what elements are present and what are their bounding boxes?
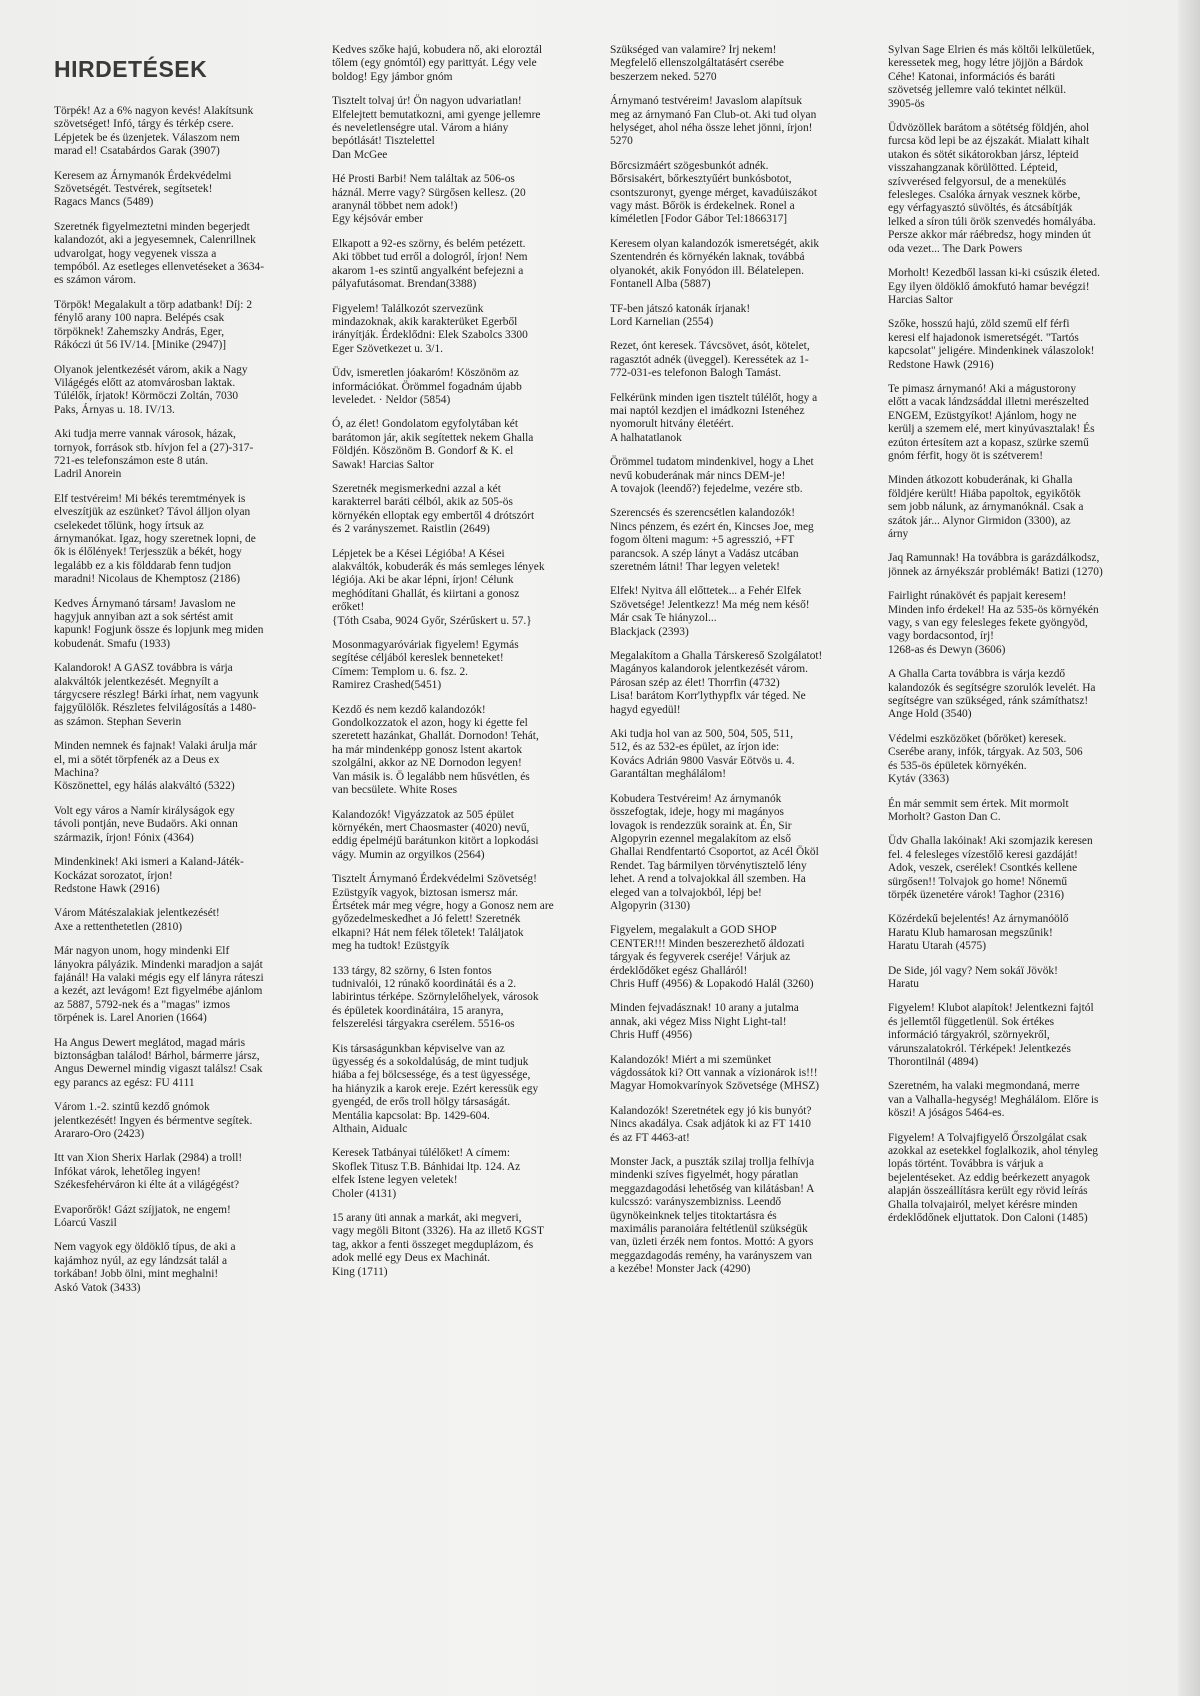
classified-ad bbox=[610, 1105, 872, 1145]
ad-text: Sylvan Sage Elrien és más költői lelkületűek, keressetek meg, hogy létre jöjjön a Bárdok Céhe! Katonai, információs és baráti szövetség jellemre való tekintet nélkül. 3905-ös bbox=[888, 44, 1095, 110]
ad-text: Aki tudja hol van az 500, 504, 505, 511, 512, és az 532-es épület, az írjon ide: Kovács Adrián 9800 Vasvár Eötvös u. 4. Garantáltan meghálálom! bbox=[610, 728, 795, 781]
ad-text: Jaq Ramunnak! Ha továbbra is garázdálkodsz, jönnek az árnyékszár problémák! Batizi (1270) bbox=[888, 552, 1103, 578]
ad-text: Minden fejvadásznak! 10 arany a jutalma annak, aki végez Miss Night Light-tal! Chris Huff (4956) bbox=[610, 1002, 799, 1042]
ad-text: Monster Jack, a puszták szilaj trollja felhívja mindenki szíves figyelmét, hogy páratlan meggazdagodási lehetőség van kilátásban! A kulcsszó: varányszembizniss. Leendő ügynökeinknek teljes titoktartásra és maximális paranoiára feltétlenül szükségük van, üzleti érzék nem fontos. Mottó: A gyors meggazdagodás remény, ha varányszem van a kezébe! Monster Jack (4290) bbox=[610, 1156, 815, 1276]
ad-text: Kobudera Testvéreim! Az árnymanók összefogtak, ideje, hogy mi magányos lovagok is rendezzük soraink at. Én, Sir Algopyrin ezennel megalakítom az első Ghallai Rendfentartó Csoportot, az Acél Ököl Rendet. Tag bármilyen törvénytisztelő lény lehet. A rend a tolvajokkal áll szemben. Ha eleged van a tolvajokból, lépj be! Algopyrin (3130) bbox=[610, 792, 819, 912]
ad-text: Rezet, ónt keresek. Távcsövet, ásót, kötelet, ragasztót adnék (üveggel). Keressétek az 1- 772-031-es telefonon Balogh Tamást. bbox=[610, 340, 810, 380]
classified-ad bbox=[332, 809, 594, 863]
classified-ad bbox=[332, 1043, 594, 1137]
ad-text: Örömmel tudatom mindenkivel, hogy a Lhet nevű kobuderának már nincs DEM-je! A tovajok (leendő?) fejedelme, vezére stb. bbox=[610, 456, 814, 495]
column-3 bbox=[610, 44, 872, 1664]
classified-ad bbox=[54, 1152, 316, 1192]
ad-text: Törpök! Megalakult a törp adatbank! Díj: 2 fénylő arany 100 napra. Belépés csak törpöknek! Zahemszky András, Eger, Rákóczi út 56 IV/14. [Minike (2947)] bbox=[54, 298, 253, 352]
ad-text: Fairlight rúnakövét és papjait keresem! Minden info érdekel! Ha az 535-ös környékén vagy, s van egy felesleges fekete gyöngyöd, vagy bordacsontod, írj! 1268-as és Dewyn (3606) bbox=[888, 590, 1099, 656]
classified-ad bbox=[888, 122, 1150, 256]
classified-ad bbox=[888, 1080, 1150, 1120]
column-1 bbox=[54, 44, 316, 1664]
classified-ad bbox=[332, 639, 594, 693]
classified-ad bbox=[332, 238, 594, 292]
ad-text: Kalandozók! Vigyázzatok az 505 épület környékén, mert Chaosmaster (4020) nevű, eddig épelméjű barátunkon kitört a lopkodási vágy. Mumin az orgyilkos (2564) bbox=[332, 808, 539, 861]
classified-ad bbox=[888, 1132, 1150, 1226]
ad-text: Tisztelt Árnymanó Érdekvédelmi Szövetség! Ezüstgyík vagyok, biztosan ismersz már. Értsétek már meg végre, hogy a Gonosz nem are győzedelmeskedhet a Jó felett! Szeretnék elkapni? Hát nem félek tőletek! Találjatok meg ha tudtok! Ezüstgyík bbox=[332, 873, 554, 953]
classified-ad bbox=[54, 662, 316, 729]
classified-ad bbox=[610, 1002, 872, 1042]
ad-text: Kedves Árnymanó társam! Javaslom ne hagyjuk annyiban azt a sok sértést amit kapunk! Fogjunk össze és lopjunk meg miden kobudenát. Smafu (1933) bbox=[54, 597, 264, 650]
classified-ad bbox=[332, 965, 594, 1032]
classified-ad bbox=[610, 924, 872, 991]
classified-ad bbox=[332, 1212, 594, 1279]
classified-ad bbox=[54, 1037, 316, 1091]
ad-text: Én már semmit sem értek. Mit mormolt Morholt? Gaston Dan C. bbox=[888, 797, 1069, 823]
classified-ad bbox=[610, 160, 872, 227]
classified-ad bbox=[610, 650, 872, 717]
classified-ad bbox=[888, 474, 1150, 541]
classified-ad bbox=[54, 805, 316, 845]
ad-text: 133 tárgy, 82 szörny, 6 Isten fontos tudnivalói, 12 rúnakő koordinátái és a 2. labirintus térképe. Szörnylelőhelyek, városok és épületek koordinátáira, 15 aranyra, felszerelési tárgyakra cserélem. 5516-os bbox=[332, 964, 539, 1031]
classified-ad bbox=[610, 303, 872, 330]
classified-ad bbox=[610, 728, 872, 782]
ad-text: Elkapott a 92-es szörny, és belém petézett. Aki többet tud erről a dologról, írjon! Nem akarom 1-es szintű angyalként befejezni a pályafutásomat. Brendan(3388) bbox=[332, 237, 528, 291]
ad-text: Hé Prosti Barbi! Nem találtak az 506-os háznál. Merre vagy? Sürgősen kellesz. (20 aranynál többet nem adok!) Egy kéjsóvár ember bbox=[332, 173, 526, 226]
ad-text: Kis társaságunkban képviselve van az ügyesség és a sokoldalúság, de mint tudjuk hiába a fej bölcsessége, és a test ügyessége, ha hiányzik a karok ereje. Ezért keressük egy gyengéd, de erős troll hölgy társaságát. Mentália kapcsolat: Bp. 1429-604. Althain, Aidualc bbox=[332, 1042, 539, 1136]
ad-text: Minden nemnek és fajnak! Valaki árulja már el, mi a sötét törpfenék az a Deus ex Machina? Köszönettel, egy hálás alakváltó (5322) bbox=[54, 740, 257, 793]
classified-ad bbox=[54, 907, 316, 934]
ad-text: Szeretnék megismerkedni azzal a két karakterrel baráti célból, akik az 505-ös környékén elloptak egy embertől 4 drótszórt és 2 varányszemet. Raistlin (2649) bbox=[332, 482, 535, 536]
ad-text: Üdv Ghalla lakóinak! Aki szomjazik keresen fel. 4 felesleges vízestőlő keresi gazdáját! Adok, veszek, cserélek! Csontkés kellene sürgősen!! Tolvajok go home! Nőnemű törpék üzenetére várok! Taghor (2316) bbox=[888, 835, 1093, 901]
ad-text: Ha Angus Dewert meglátod, magad máris biztonságban találod! Bárhol, bármerre jársz, Angus Dewernel mindig vigaszt találsz! Csak egy parancs az egész: FU 4111 bbox=[54, 1036, 263, 1089]
ad-text: Bőrcsizmáért szögesbunkót adnék. Bőrsisakért, bőrkesztyűért bunkósbotot, csontszuronyt, gyenge mérget, kavadúiszákot vagy mást. Bőrök is érdekelnek. Ronel a kíméletlen [Fodor Gábor Tel:1866317] bbox=[610, 159, 817, 226]
ad-text: Szükséged van valamire? Írj nekem! Megfelelő ellenszolgáltatásért cserébe beszerzem neked. 5270 bbox=[610, 44, 784, 83]
classified-ad bbox=[332, 303, 594, 357]
ad-text: Árnymanó testvéreim! Javaslom alapítsuk meg az árnymanó Fan Club-ot. Aki tud olyan helységet, ahol néha össze lehet jönni, írjon! 5270 bbox=[610, 95, 817, 148]
ad-text: Itt van Xion Sherix Harlak (2984) a troll! Infókat várok, lehetőleg ingyen! Székesfehérváron ki élte át a világégést? bbox=[54, 1152, 243, 1192]
classified-ad bbox=[888, 318, 1150, 372]
ad-text: Elf testvéreim! Mi békés teremtmények is elveszítjük az eszünket? Távol álljon olyan cselekedet tőlünk, hogy írtsuk az árnymanókat. Igaz, hogy szeretnek lopni, de ők is élőlények! Terjesszük a békét, hogy legalább ez a kis földdarab fenn tudjon maradni! Nicolaus de Khemptosz (2186) bbox=[54, 492, 256, 586]
ad-text: Keresek Tatbányai túlélőket! A címem: Skoflek Titusz T.B. Bánhidai ltp. 124. Az elfek Istene legyen veletek! Choler (4131) bbox=[332, 1147, 521, 1200]
classified-ad bbox=[332, 173, 594, 227]
classified-ad bbox=[54, 1101, 316, 1141]
column-2 bbox=[332, 44, 594, 1664]
ad-text: Minden átkozott kobuderának, ki Ghalla földjére került! Hiába papoltok, egyikőtök sem jobb nálunk, az árnymanóknál. Csak a szátok jár... Alynor Girmidon (3300), az árny bbox=[888, 474, 1084, 540]
ad-text: Elfek! Nyitva áll előttetek... a Fehér Elfek Szövetsége! Jelentkezz! Ma még nem késő! Már csak Te hiányzol... Blackjack (2393) bbox=[610, 585, 810, 638]
classified-ad bbox=[332, 44, 594, 84]
classified-ad bbox=[54, 856, 316, 896]
ad-text: Figyelem! Klubot alapítok! Jelentkezni fajtól és jellemtől függetlenül. Sok értékes információ tárgyakról, szörnyekről, várunszalatokról. Térképek! Jelentkezés Thorontilnál (4894) bbox=[888, 1002, 1094, 1068]
classified-ad bbox=[888, 835, 1150, 902]
ad-text: Közérdekű bejelentés! Az árnymanóölő Haratu Klub hamarosan megszűnik! Haratu Utarah (4575) bbox=[888, 913, 1069, 953]
classified-ad bbox=[888, 965, 1150, 992]
classified-ad bbox=[610, 507, 872, 574]
ad-text: Morholt! Kezedből lassan ki-ki csúszik életed. Egy ilyen öldöklő ámokfutó hamar bevégzi! Harcias Saltor bbox=[888, 267, 1100, 306]
ad-text: Szerencsés és szerencsétlen kalandozók! Nincs pénzem, és ezért én, Kincses Joe, meg fogom ölteni magum: +5 agresszió, +FT parancsok. A szép lányt a Vadász utcában szeretném látni! Thar legyen veletek! bbox=[610, 507, 814, 573]
classified-ad bbox=[610, 340, 872, 380]
ad-text: Üdvözöllek barátom a sötétség földjén, ahol furcsa köd lepi be az éjszakát. Mialatt kihalt utakon és sötét sikátorokban jársz, lépteid visszahangzanak körülötted. Lépteid, szívverésed felgyorsul, de a menekülés felesleges. Csalóka árnyak vesznek körbe, egy vérfagyasztó süvöltés, és átcsábítják lelked a síron túli örök szenvedés homályába. Persze akkor már ráébredsz, hogy minden út oda vezet... The Dark Powers bbox=[888, 122, 1096, 255]
ad-text: Kalandozók! Szeretnétek egy jó kis bunyót? Nincs akadálya. Csak adjátok ki az FT 1410 és az FT 4463-at! bbox=[610, 1104, 812, 1144]
classified-ad bbox=[610, 44, 872, 84]
classified-ad bbox=[888, 590, 1150, 657]
classified-ad bbox=[332, 548, 594, 628]
ad-text: Kalandorok! A GASZ továbbra is várja alakváltók jelentkezését. Megnyílt a tárgycsere részleg! Bárki írhat, nem vagyunk fajgyűlölők. Részletes felvilágosítás a 1480- as számon. Stephan Severin bbox=[54, 662, 259, 728]
classified-ad bbox=[54, 428, 316, 482]
ad-text: Kezdő és nem kezdő kalandozók! Gondolkozzatok el azon, hogy ki égette fel szeretett hazánkat, Ghallát. Dornodon! Tehát, ha már mindenképp gonosz lstent akartok szolgálni, akkor az NE Dornodon legyen! Van másik is. Ö legalább nem hűsvétlen, és van becsülete. White Roses bbox=[332, 703, 539, 797]
classified-ad bbox=[54, 1241, 316, 1295]
classified-ad bbox=[332, 95, 594, 162]
ad-text: Mosonmagyaróváriak figyelem! Egymás segítése céljából kereslek benneteket! Címem: Templom u. 6. fsz. 2. Ramirez Crashed(5451) bbox=[332, 639, 519, 692]
ad-text: Tisztelt tolvaj úr! Ön nagyon udvariatlan! Elfelejtett bemutatkozni, ami gyenge jellemre és neveletlenségre utal. Várom a hiány bepótlását! Tisztelettel Dan McGee bbox=[332, 95, 541, 161]
classified-ad bbox=[332, 418, 594, 472]
ad-text: Szeretnék figyelmeztetni minden begerjedt kalandozót, aki a jegyesemnek, Calenrillnek udvarolgat, hogy vegyenek vissza a tempóból. Az esetleges ellenvetéseket a 3634- es számon várom. bbox=[54, 220, 265, 287]
classified-ad bbox=[610, 456, 872, 496]
ad-text: Kalandozók! Miért a mi szemünket vágdossátok ki? Ott vannak a vízionárok is!!! Magyar Homokvarínyok Szövetsége (MHSZ) bbox=[610, 1053, 820, 1093]
ad-text: Aki tudja merre vannak városok, házak, tornyok, források stb. hívjon fel a (27)-317- 721-es telefonszámon este 8 után. Ladril Anorein bbox=[54, 428, 254, 481]
column-4 bbox=[888, 44, 1150, 1664]
classified-ad bbox=[610, 95, 872, 149]
classified-ad bbox=[888, 913, 1150, 953]
classified-ad bbox=[332, 367, 594, 407]
ad-text: Szőke, hosszú hajú, zöld szemű elf férfi keresi elf hajadonok ismeretségét. "Tartós kapcsolat" jeligére. Mindenkinek válaszolok! Redstone Hawk (2916) bbox=[888, 318, 1095, 371]
ad-text: Volt egy város a Namír királyságok egy távoli pontján, neve Budaörs. Aki onnan származik, írjon! Fónix (4364) bbox=[54, 804, 238, 844]
classified-ad bbox=[54, 493, 316, 587]
classified-ad bbox=[888, 552, 1150, 579]
classified-ad bbox=[332, 1147, 594, 1201]
classified-ad bbox=[54, 1204, 316, 1231]
classified-ad bbox=[888, 798, 1150, 825]
ad-text: Lépjetek be a Kései Légióba! A Kései alakváltók, kobuderák és más semleges lények légiója. Aki be akar lépni, írjon! Célunk meghódítani Ghallát, és kiirtani a gonosz erőket! {Tóth Csaba, 9024 Győr, Szérűskert u. 57.} bbox=[332, 547, 545, 627]
classified-ad bbox=[888, 1002, 1150, 1069]
classified-ad bbox=[610, 1156, 872, 1277]
ad-text: Várom Mátészalakiak jelentkezését! Axe a rettenthetetlen (2810) bbox=[54, 907, 220, 933]
ad-text: Te pimasz árnymanó! Aki a mágustorony előtt a vacak lándzsáddal illetni merészelted ENGEM, Ezüstgyíkot! Ajánlom, hogy ne kerülj a szemem elé, mert kinyúvasztalak! És ezúton értesítem azt a kopasz, szürke szemű gnóm férfit, hogy öt is szétverem! bbox=[888, 382, 1095, 462]
ad-text: Nem vagyok egy öldöklő típus, de aki a kajámhoz nyúl, az egy lándzsát talál a torkában! Jobb ölni, mint meghalni! Askó Vatok (3433) bbox=[54, 1241, 236, 1294]
ad-text: Evaporőrök! Gázt szíjjatok, ne engem! Lóarcú Vaszil bbox=[54, 1203, 231, 1230]
ad-text: Várom 1.-2. szintű kezdő gnómok jelentkezését! Ingyen és bérmentve segítek. Arararo-Oro (2423) bbox=[54, 1101, 253, 1140]
ad-text: Védelmi eszközöket (bőröket) keresek. Cserébe arany, infók, tárgyak. Az 503, 506 és 535-ös épületek környékén. Kytáv (3363) bbox=[888, 732, 1083, 786]
classified-ad bbox=[54, 170, 316, 210]
classified-ad bbox=[888, 44, 1150, 111]
ad-text: Figyelem! Találkozót szervezünk mindazoknak, akik karakterüket Egerből irányítják. Érdeklődni: Elek Szabolcs 3300 Eger Szövetkezet u. 3/1. bbox=[332, 302, 528, 355]
classified-ad bbox=[54, 945, 316, 1025]
ad-text: Mindenkinek! Aki ismeri a Kaland-Játék- Kockázat sorozatot, írjon! Redstone Hawk (2916) bbox=[54, 856, 244, 895]
classified-ad bbox=[610, 392, 872, 446]
classified-ad bbox=[888, 668, 1150, 722]
classified-ad bbox=[888, 733, 1150, 787]
classified-ad bbox=[610, 585, 872, 639]
classified-ad bbox=[54, 221, 316, 288]
ad-text: Ó, az élet! Gondolatom egyfolytában két barátomon jár, akik segítettek nekem Ghalla Földjén. Köszönöm B. Gondorf & K. el Sawak! Harcias Saltor bbox=[332, 418, 534, 471]
classified-ad bbox=[54, 299, 316, 353]
classified-ad bbox=[54, 598, 316, 652]
ad-text: Megalakítom a Ghalla Társkereső Szolgálatot! Magányos kalandorok jelentkezését várom. Párosan szép az élet! Thorrfin (4732) Lisa! barátom Korr'lythypflx vár téged. Ne hagyd egyedül! bbox=[610, 650, 823, 716]
ad-text: Felkérünk minden igen tisztelt túlélőt, hogy a mai naptól kezdjen el imádkozni Istenéhez nyomorult hitvány életéért. A halhatatlanok bbox=[610, 391, 818, 444]
classified-ad bbox=[610, 793, 872, 914]
ad-text: Már nagyon unom, hogy mindenki Elf lányokra pályázik. Mindenki maradjon a saját fajánál! Ha valaki mégis egy elf lányra ráteszi a kezét, azt levágom! Ezt figyelmébe ajánlom az 5887, 5792-nek és a "magas" izmos törpének is. Larel Anorien (1664) bbox=[54, 945, 264, 1025]
ad-text: A Ghalla Carta továbbra is várja kezdő kalandozók és segítségre szorulók levelét. Ha segítségre van szükséged, ránk számíthatsz! Ange Hold (3540) bbox=[888, 668, 1096, 721]
ad-text: Figyelem! A Tolvajfigyelő Őrszolgálat csak azokkal az esetekkel foglalkozik, ahol tényleg lopás történt. Továbbra is várjuk a bejelentéseket. Az eddig beérkezett anyagok alapján összeállításra került egy rövid leírás Ghalla tolvajairól, melyet kérésre minden érdeklődőnek eljuttatok. Don Caloni (1485) bbox=[888, 1131, 1099, 1225]
classified-ad bbox=[610, 1054, 872, 1094]
classified-ad bbox=[54, 740, 316, 794]
ad-text: 15 arany üti annak a markát, aki megveri, vagy megöli Bitont (3326). Ha az illető KGST tag, akkor a fenti összeget megduplázom, és adok mellé egy Deus ex Machinát. King (1711) bbox=[332, 1212, 544, 1278]
ad-text: De Side, jól vagy? Nem sokáï Jövök! Haratu bbox=[888, 964, 1058, 990]
ad-text: Kedves szőke hajú, kobudera nő, aki eloroztál tőlem (egy gnómtól) egy parittyát. Légy vele boldog! Egy jámbor gnóm bbox=[332, 44, 543, 83]
page-title: HIRDETÉSEK bbox=[54, 56, 208, 82]
ad-text: Szeretném, ha valaki megmondaná, merre van a Valhalla-hegység! Meghálálom. Előre is köszi! A jóságos 5464-es. bbox=[888, 1080, 1099, 1120]
classified-ad bbox=[54, 364, 316, 418]
classified-ad bbox=[332, 483, 594, 537]
classified-ad bbox=[888, 383, 1150, 463]
classified-ad bbox=[54, 105, 316, 159]
page-edge bbox=[1178, 0, 1200, 1696]
classified-ad bbox=[888, 267, 1150, 307]
ad-text: Törpék! Az a 6% nagyon kevés! Alakítsunk szövetséget! Infó, tárgy és térkép csere. Lépjetek be és üzenjetek. Válaszom nem marad el! Csatabárdos Garak (3907) bbox=[54, 105, 254, 158]
ad-text: Keresem olyan kalandozók ismeretségét, akik Szentendrén és környékén laknak, továbbá olyanokét, akik Fonyódon ill. Bélatelepen. Fontanell Alba (5887) bbox=[610, 237, 820, 291]
classified-ad bbox=[610, 238, 872, 292]
classified-ad bbox=[332, 873, 594, 953]
classified-ad bbox=[332, 704, 594, 798]
ad-text: TF-ben játszó katonák írjanak! Lord Karnelian (2554) bbox=[610, 302, 751, 328]
ad-text: Üdv, ismeretlen jóakaróm! Köszönöm az információkat. Örömmel fogadnám újabb leveledet. · Neldor (5854) bbox=[332, 367, 522, 406]
ad-text: Figyelem, megalakult a GOD SHOP CENTER!!! Minden beszerezhető áldozati tárgyak és fegyverek cseréje! Várjuk az érdeklődőket egész Ghalláról! Chris Huff (4956) & Lopakodó Halál (3260) bbox=[610, 924, 814, 990]
ad-text: Olyanok jelentkezését várom, akik a Nagy Világégés előtt az atomvárosban laktak. Túlélők, írjatok! Körmöczi Zoltán, 7030 Paks, Árnyas u. 18. IV/13. bbox=[54, 363, 248, 416]
ad-text: Keresem az Árnymanók Érdekvédelmi Szövetségét. Testvérek, segítsetek! Ragacs Mancs (5489) bbox=[54, 169, 232, 209]
